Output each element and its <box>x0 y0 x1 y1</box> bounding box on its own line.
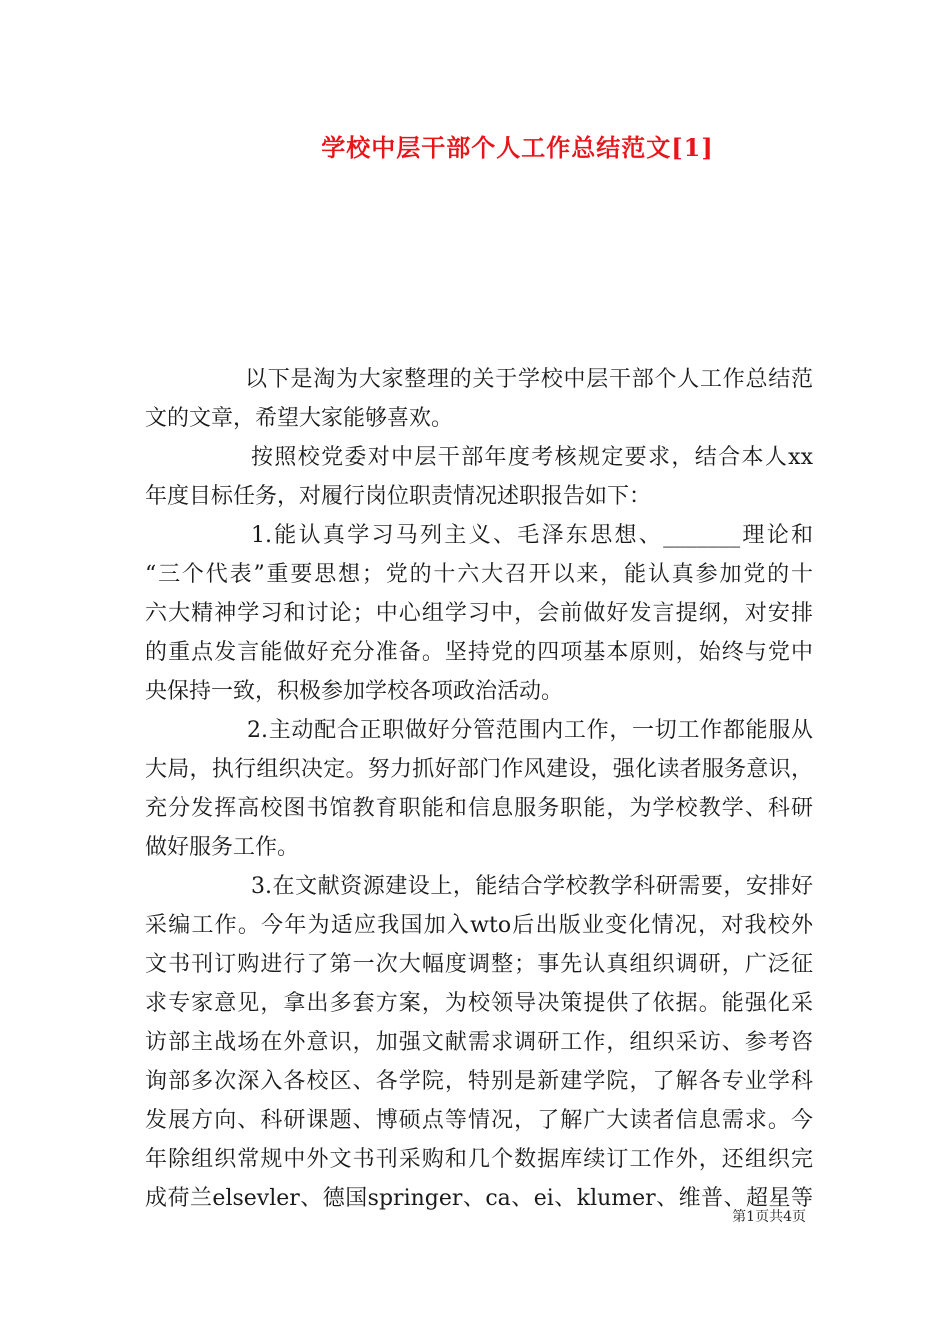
paragraph-3-line-2: “三个代表”重要思想；党的十六大召开以来，能认真参加党的十 <box>145 562 813 587</box>
paragraph-5-line-6: 询部多次深入各校区、各学院，特别是新建学院，了解各专业学科 <box>145 1069 813 1094</box>
paragraph-1-line-2: 文的文章，希望大家能够喜欢。 <box>145 406 454 431</box>
paragraph-3-line-1: 1.能认真学习马列主义、毛泽东思想、_______理论和 <box>251 523 813 548</box>
paragraph-5-line-8: 年除组织常规中外文书刊采购和几个数据库续订工作外，还组织完 <box>145 1147 813 1172</box>
paragraph-3-line-4: 的重点发言能做好充分准备。坚持党的四项基本原则，始终与党中 <box>145 640 813 665</box>
paragraph-3-line-3: 六大精神学习和讨论；中心组学习中，会前做好发言提纲，对安排 <box>145 601 813 626</box>
document-title: 学校中层干部个人工作总结范文[1] <box>321 133 714 162</box>
paragraph-2-line-2: 年度目标任务，对履行岗位职责情况述职报告如下： <box>145 484 652 509</box>
paragraph-1-line-1: 以下是淘为大家整理的关于学校中层干部个人工作总结范 <box>245 367 813 392</box>
paragraph-4-line-2: 大局，执行组织决定。努力抓好部门作风建设，强化读者服务意识， <box>145 757 813 782</box>
paragraph-5-line-7: 发展方向、科研课题、博硕点等情况，了解广大读者信息需求。今 <box>145 1108 813 1133</box>
paragraph-5-line-1: 3.在文献资源建设上，能结合学校教学科研需要，安排好 <box>251 874 813 899</box>
paragraph-3-line-5: 央保持一致，积极参加学校各项政治活动。 <box>145 679 564 704</box>
paragraph-5-line-5: 访部主战场在外意识，加强文献需求调研工作，组织采访、参考咨 <box>145 1030 813 1055</box>
document-body <box>145 360 813 1218</box>
paragraph-4-line-3: 充分发挥高校图书馆教育职能和信息服务职能，为学校教学、科研 <box>145 796 813 821</box>
paragraph-5-line-2: 采编工作。今年为适应我国加入wto后出版业变化情况，对我校外 <box>145 913 813 938</box>
paragraph-2-line-1: 按照校党委对中层干部年度考核规定要求，结合本人xx <box>251 445 813 470</box>
paragraph-5-line-3: 文书刊订购进行了第一次大幅度调整；事先认真组织调研，广泛征 <box>145 952 813 977</box>
paragraph-5-line-4: 求专家意见，拿出多套方案，为校领导决策提供了依据。能强化采 <box>145 991 813 1016</box>
paragraph-5-line-9: 成荷兰elsevler、德国springer、ca、ei、klumer、维普、超星等 <box>145 1186 813 1211</box>
paragraph-4-line-1: 2.主动配合正职做好分管范围内工作，一切工作都能服从 <box>247 718 813 743</box>
page-footer: 第1页共4页 <box>732 1209 806 1225</box>
paragraph-4-line-4: 做好服务工作。 <box>145 835 300 860</box>
